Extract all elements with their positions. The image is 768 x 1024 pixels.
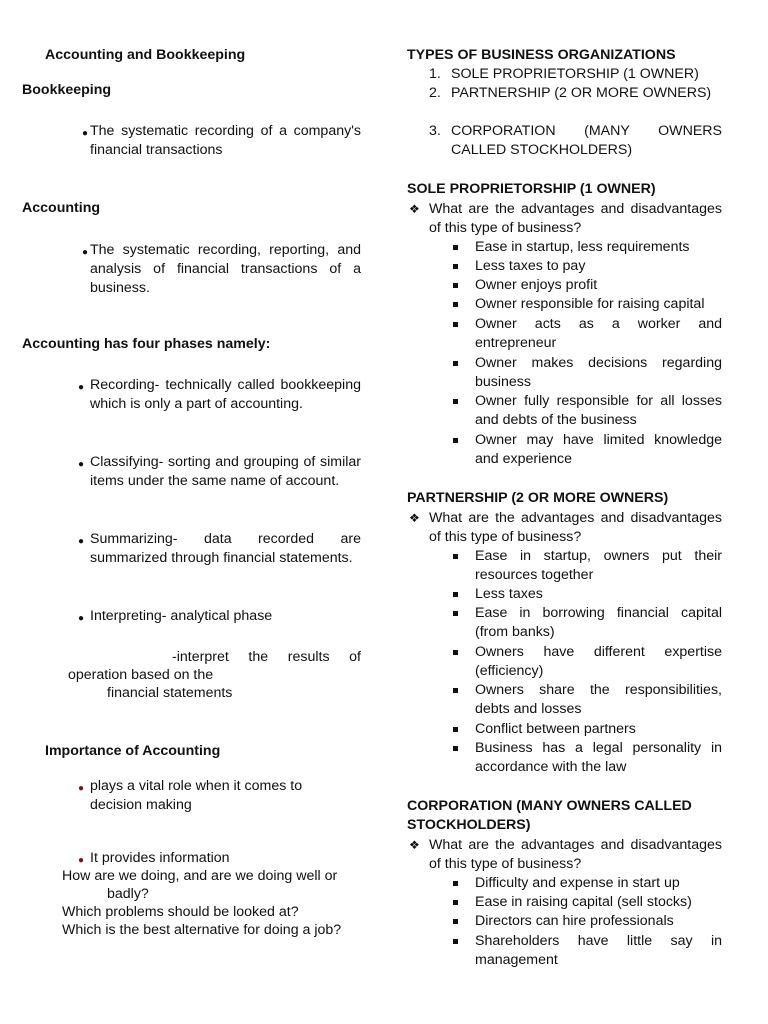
list-item: Ease in borrowing financial capital (from banks) <box>475 605 722 640</box>
list-item: Less taxes to pay <box>475 258 586 274</box>
list-item: Less taxes <box>475 586 543 602</box>
list-item: Shareholders have little say in management <box>475 933 722 968</box>
bullet-dot: ● <box>78 536 85 547</box>
bookkeeping-def: The systematic recording of a company's financial transactions <box>90 123 361 158</box>
question-3: Which is the best alternative for doing a job? <box>62 922 342 938</box>
square-bullet-icon <box>453 611 458 616</box>
doc-title: Accounting and Bookkeeping <box>45 47 246 63</box>
list-item: Ease in raising capital (sell stocks) <box>475 894 692 910</box>
list-item: Ease in startup, owners put their resources together <box>475 548 722 583</box>
phase-classifying: Classifying- sorting and grouping of similar items under the same name of account. <box>90 454 361 489</box>
list-item: Owner makes decisions regarding business <box>475 355 722 390</box>
square-bullet-icon <box>453 438 458 443</box>
list-item: Ease in startup, less requirements <box>475 239 690 255</box>
square-bullet-icon <box>453 302 458 307</box>
list-item: Owners have different expertise (efficiency) <box>475 644 722 679</box>
partnership-heading: PARTNERSHIP (2 OR MORE OWNERS) <box>407 490 669 506</box>
interpret-line-2: operation based on the <box>68 667 214 683</box>
list-item: Difficulty and expense in start up <box>475 875 680 891</box>
list-item: Owner enjoys profit <box>475 277 598 293</box>
bullet-dot: ● <box>82 128 89 139</box>
accounting-heading: Accounting <box>22 200 101 216</box>
phase-interpreting: Interpreting- analytical phase <box>90 608 273 624</box>
importance-item-2: It provides information <box>90 850 230 866</box>
square-bullet-icon <box>453 919 458 924</box>
square-bullet-icon <box>453 361 458 366</box>
list-item: Owner may have limited knowledge and experience <box>475 432 722 467</box>
type-sole: SOLE PROPRIETORSHIP (1 OWNER) <box>451 66 699 82</box>
interpret-line-3: financial statements <box>107 685 233 701</box>
square-bullet-icon <box>453 554 458 559</box>
square-bullet-icon <box>453 727 458 732</box>
square-bullet-icon <box>453 939 458 944</box>
types-number-2: 2. <box>429 85 441 101</box>
square-bullet-icon <box>453 650 458 655</box>
list-item: Conflict between partners <box>475 721 636 737</box>
corporation-question: What are the advantages and disadvantages of this type of business? <box>429 837 722 872</box>
interpret-line-1: -interpret the results of <box>172 649 361 665</box>
bullet-dot: ● <box>78 783 85 794</box>
bullet-dot: ● <box>78 382 85 393</box>
type-corporation: CORPORATION (MANY OWNERS CALLED STOCKHOLDERS) <box>451 123 722 158</box>
square-bullet-icon <box>453 245 458 250</box>
bullet-dot: ● <box>78 855 85 866</box>
importance-heading: Importance of Accounting <box>45 743 221 759</box>
diamond-bullet-icon: ❖ <box>409 838 420 852</box>
bullet-dot: ● <box>82 247 89 258</box>
types-number-1: 1. <box>429 66 441 82</box>
square-bullet-icon <box>453 592 458 597</box>
bookkeeping-heading: Bookkeeping <box>22 82 112 98</box>
phase-summarizing: Summarizing- data recorded are summarized through financial statements. <box>90 531 361 566</box>
square-bullet-icon <box>453 746 458 751</box>
question-1a: How are we doing, and are we doing well or <box>62 868 338 884</box>
list-item: Business has a legal personality in accordance with the law <box>475 740 722 775</box>
types-heading: TYPES OF BUSINESS ORGANIZATIONS <box>407 47 676 63</box>
square-bullet-icon <box>453 881 458 886</box>
square-bullet-icon <box>453 688 458 693</box>
square-bullet-icon <box>453 283 458 288</box>
accounting-def: The systematic recording, reporting, and analysis of financial transactions of a business. <box>90 242 361 296</box>
partnership-question: What are the advantages and disadvantages of this type of business? <box>429 510 722 545</box>
importance-item-1: plays a vital role when it comes to decision making <box>90 778 303 813</box>
diamond-bullet-icon: ❖ <box>409 202 420 216</box>
question-1b: badly? <box>107 886 149 902</box>
bullet-dot: ● <box>78 613 85 624</box>
type-partnership: PARTNERSHIP (2 OR MORE OWNERS) <box>451 85 712 101</box>
list-item: Owner fully responsible for all losses and debts of the business <box>475 393 722 428</box>
corporation-heading: CORPORATION (MANY OWNERS CALLED STOCKHOLDERS) <box>407 798 692 833</box>
square-bullet-icon <box>453 264 458 269</box>
square-bullet-icon <box>453 900 458 905</box>
list-item: Owner acts as a worker and entrepreneur <box>475 316 722 351</box>
question-2: Which problems should be looked at? <box>62 904 299 920</box>
bullet-dot: ● <box>78 459 85 470</box>
phase-recording: Recording- technically called bookkeeping which is only a part of accounting. <box>90 377 361 412</box>
sole-heading: SOLE PROPRIETORSHIP (1 OWNER) <box>407 181 656 197</box>
list-item: Owners share the responsibilities, debts and losses <box>475 682 722 717</box>
sole-question: What are the advantages and disadvantages of this type of business? <box>429 201 722 236</box>
list-item: Directors can hire professionals <box>475 913 674 929</box>
diamond-bullet-icon: ❖ <box>409 511 420 525</box>
types-number-3: 3. <box>429 123 441 139</box>
list-item: Owner responsible for raising capital <box>475 296 705 312</box>
square-bullet-icon <box>453 322 458 327</box>
square-bullet-icon <box>453 399 458 404</box>
phases-heading: Accounting has four phases namely: <box>22 336 271 352</box>
